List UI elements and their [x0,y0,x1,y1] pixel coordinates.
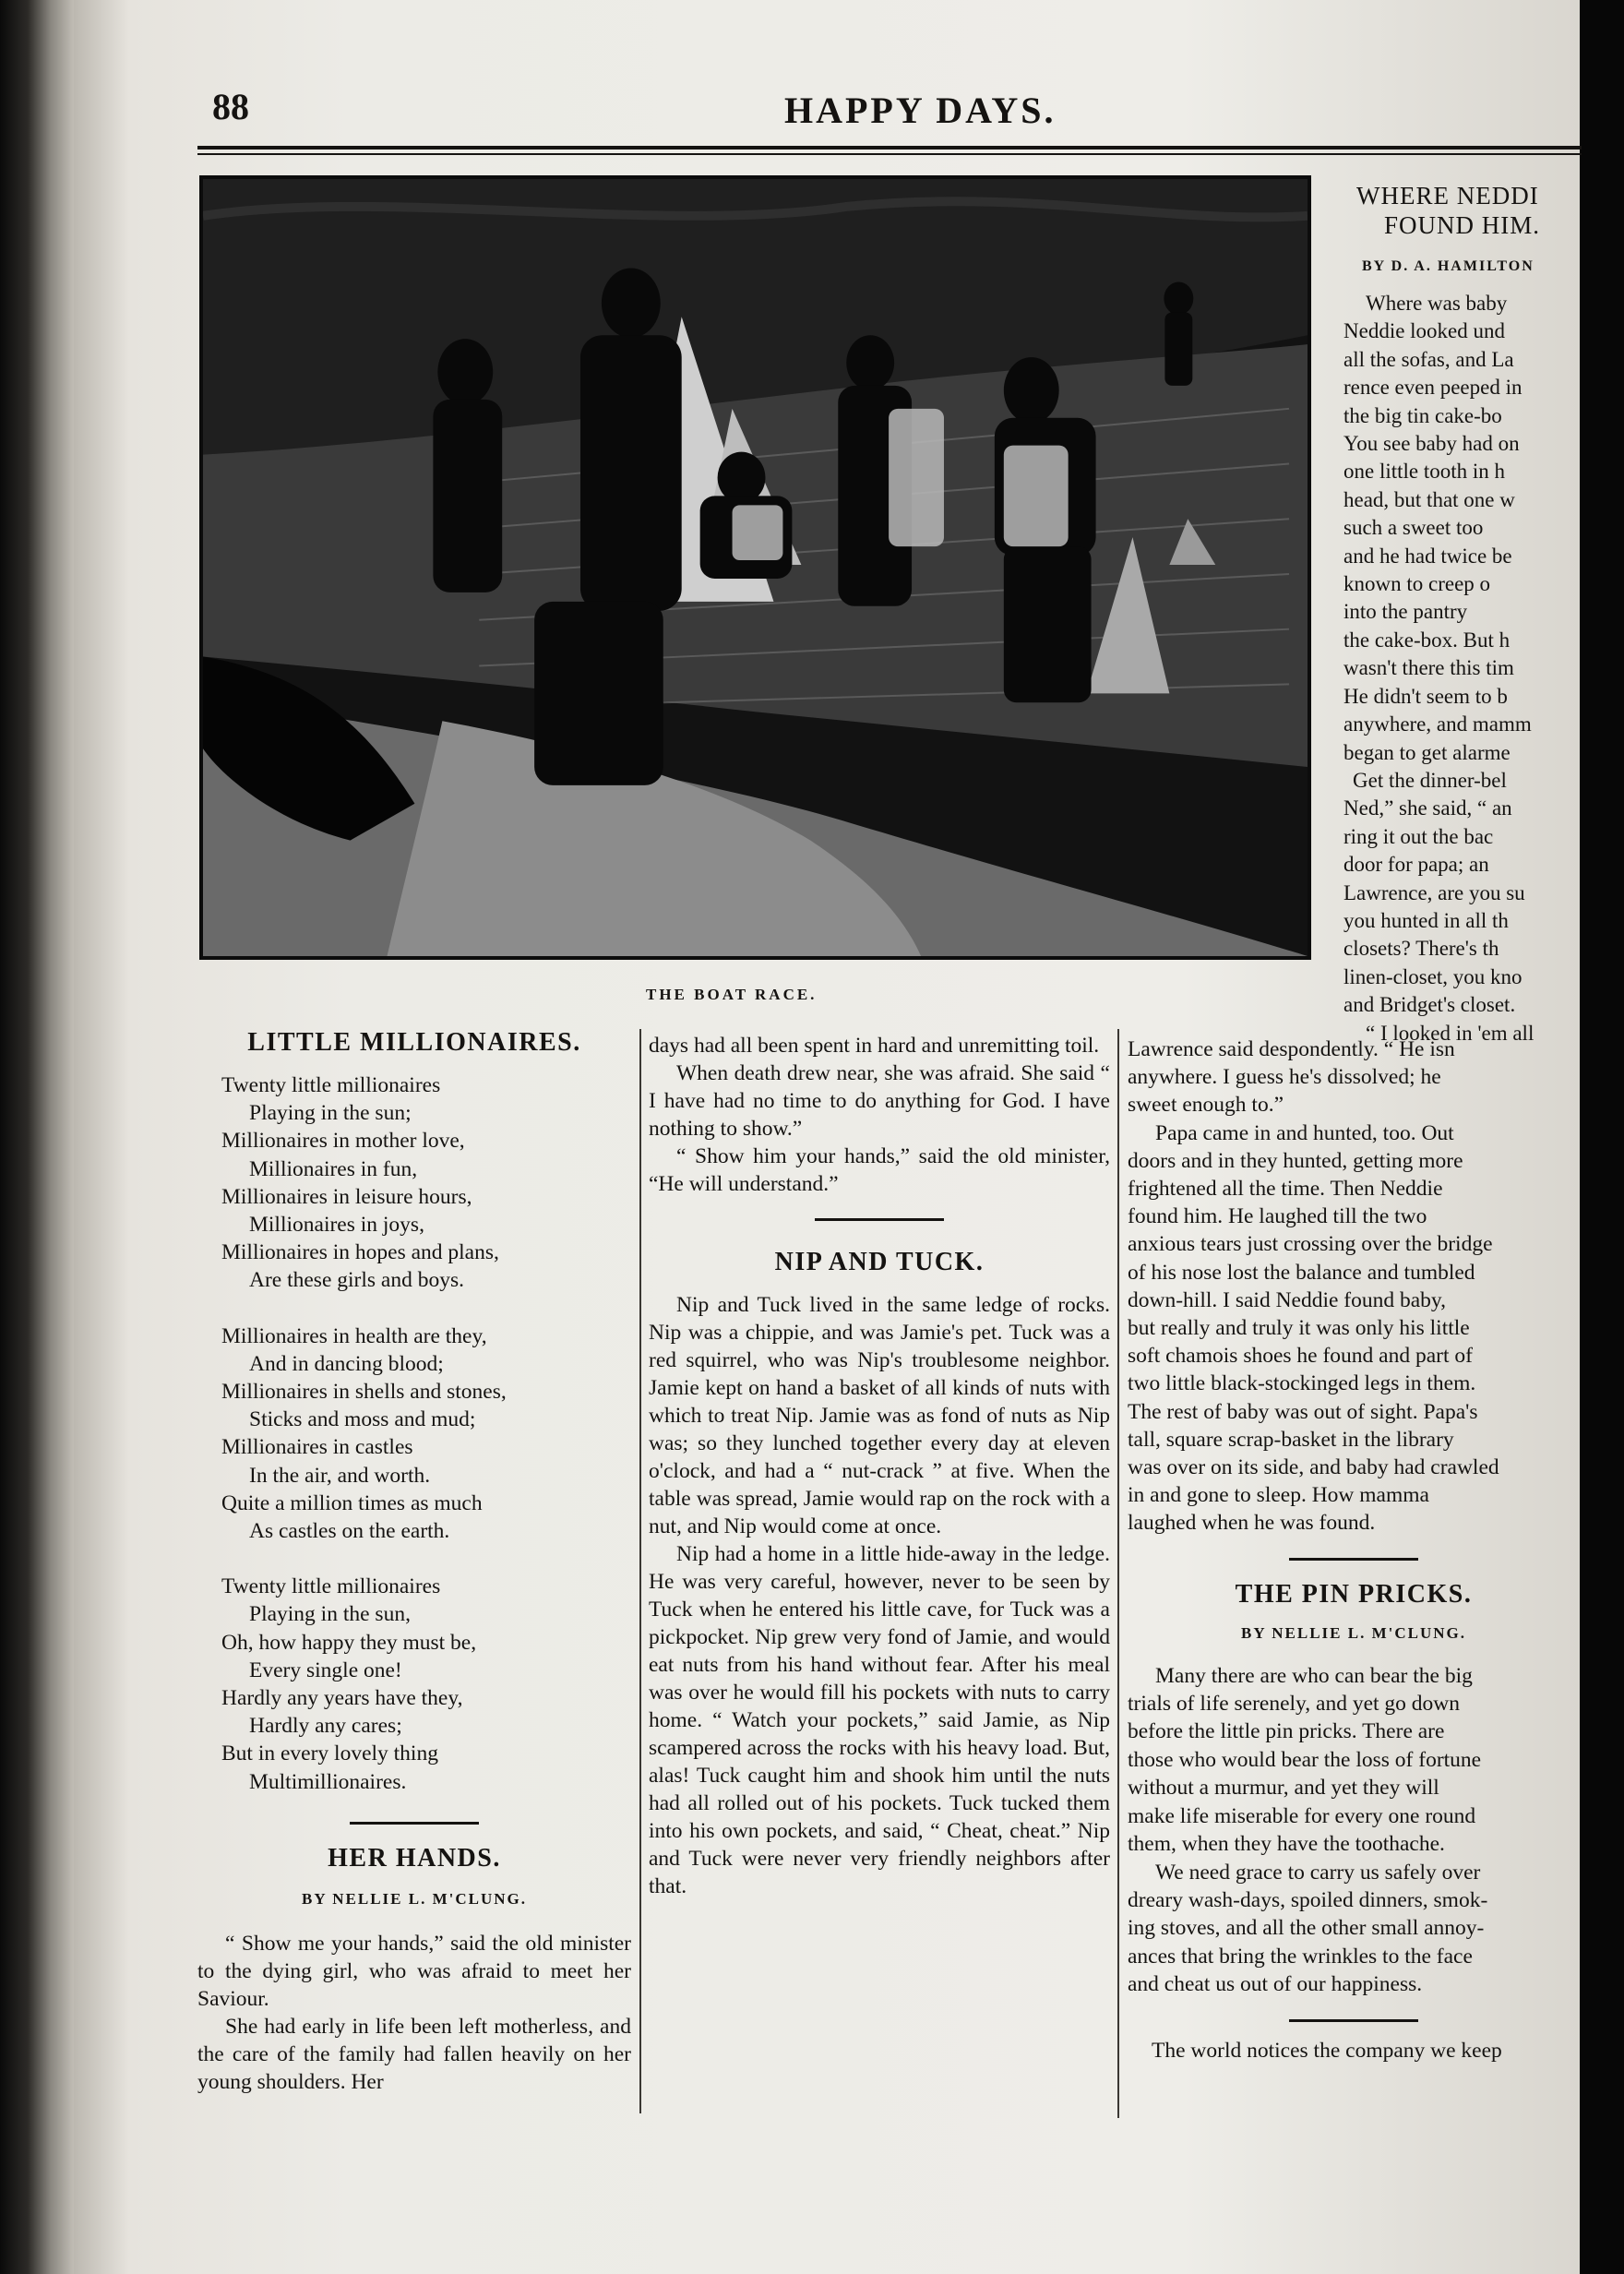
text-line: found him. He laughed till the two [1128,1204,1427,1229]
text-line: closets? There's th [1343,937,1499,961]
her-hands-paragraph: days had all been spent in hard and unremitting toil. [649,1034,1100,1058]
poem-line: Millionaires in joys, [249,1213,424,1238]
her-hands-paragraph: She had early in life been left motherless, and the care of the family had fallen heavily on her young shoulders. Her [197,2014,631,2094]
text-line: two little black-stockinged legs in them. [1128,1371,1476,1396]
text-line: The rest of baby was out of sight. Papa's [1128,1399,1478,1424]
text-line: was over on its side, and baby had crawled [1128,1455,1499,1480]
text-line: into the pantry [1343,600,1468,624]
poem-line: Millionaires in fun, [249,1156,418,1181]
text-line: wasn't there this tim [1343,656,1514,680]
poem-line: As castles on the earth. [249,1519,450,1544]
poem-line: Are these girls and boys. [249,1268,464,1293]
text-line: began to get alarme [1343,740,1511,764]
poem-line: Millionaires in health are they, [221,1323,487,1348]
poem-line: Multimillionaires. [249,1769,407,1794]
nip-and-tuck-paragraph: Nip and Tuck lived in the same ledge of rocks. Nip was a chippie, and was Jamie's pet. Tuck was a red squirrel, who was Nip's troublesome neighbor. Jamie kept on hand a basket of all kinds of nuts with which to treat Nip. Jamie was as fond of nuts as Nip was; so they lunched together every day at eleven o'clock, and had a “ nut-crack ” at five. When the table was spread, Jamie would rap on the rock with a nut, and Nip would come at once. [649,1293,1110,1538]
text-line: anywhere, and mamm [1343,712,1532,736]
poem-line: Millionaires in leisure hours, [221,1184,472,1209]
text-line: them, when they have the toothache. [1128,1832,1445,1857]
pin-pricks-byline: BY NELLIE L. M'CLUNG. [1241,1623,1466,1642]
text-line: one little tooth in h [1343,460,1506,484]
text-line: the cake-box. But h [1343,628,1511,652]
poem-line: And in dancing blood; [249,1351,444,1376]
stanza-break [221,1545,631,1573]
column-rule [1117,1029,1119,2118]
illustration-caption: THE BOAT RACE. [646,986,818,1003]
text-line: of his nose lost the balance and tumbled [1128,1260,1475,1285]
text-line: Papa came in and hunted, too. Out [1155,1120,1454,1145]
text-line: Get the dinner-bel [1353,768,1507,792]
poem-line: Millionaires in shells and stones, [221,1380,507,1405]
text-line: before the little pin pricks. There are [1128,1719,1445,1744]
poem-line: Every single one! [249,1658,402,1682]
text-line: You see baby had on [1343,432,1520,456]
where-neddie-text [1343,290,1580,1047]
column-rule [639,1029,641,2113]
little-millionaires-title: LITTLE MILLIONAIRES. [247,1028,581,1057]
closing-line: The world notices the company we keep [1152,2038,1502,2063]
text-line: make life miserable for every one round [1128,1803,1476,1828]
text-line: Many there are who can bear the big [1155,1663,1473,1688]
running-head: HAPPY DAYS. [784,90,1057,131]
stanza-break [221,1295,631,1323]
poem-line: Oh, how happy they must be, [221,1630,477,1655]
header-rule-thin [197,153,1582,155]
section-separator [1289,1558,1418,1561]
text-line: without a murmur, and yet they will [1128,1776,1439,1801]
text-line: head, but that one w [1343,487,1515,511]
text-line: dreary wash-days, spoiled dinners, smok- [1128,1887,1488,1912]
text-line: Ned,” she said, “ an [1343,796,1512,820]
text-line: and he had twice be [1343,544,1512,568]
text-line: down-hill. I said Neddie found baby, [1128,1287,1447,1312]
text-line: doors and in they hunted, getting more [1128,1148,1463,1173]
where-neddie-title: FOUND HIM. [1384,211,1541,239]
her-hands-byline: BY NELLIE L. M'CLUNG. [302,1889,527,1908]
her-hands-paragraph: “ Show me your hands,” said the old minister to the dying girl, who was afraid to meet her Saviour. [197,1931,631,2011]
engraving-art [203,179,1308,956]
text-line: Where was baby [1366,292,1508,315]
text-line: rence even peeped in [1343,376,1522,400]
poem-line: Playing in the sun, [249,1602,411,1627]
poem-line: Hardly any years have they, [221,1686,463,1711]
text-line: frightened all the time. Then Neddie [1128,1177,1443,1202]
poem-line: In the air, and worth. [249,1463,431,1488]
text-line: such a sweet too [1343,516,1484,540]
text-line: known to creep o [1343,572,1491,596]
pin-pricks-text [1128,1662,1580,1999]
text-line: anxious tears just crossing over the bridge [1128,1232,1493,1257]
text-line: He didn't seem to b [1343,684,1508,708]
where-neddie-wide [1128,1035,1580,2065]
text-line: you hunted in all th [1343,908,1509,932]
text-line: Neddie looked und [1343,319,1506,343]
text-line: Lawrence said despondently. “ He isn [1128,1037,1455,1061]
poem-line: Hardly any cares; [249,1714,402,1739]
her-hands-title: HER HANDS. [328,1843,501,1873]
column-2 [649,1032,1110,1900]
section-separator [815,1218,944,1221]
text-line: tall, square scrap-basket in the library [1128,1427,1454,1452]
text-line: We need grace to carry us safely over [1155,1860,1481,1885]
header-rule [197,146,1582,150]
text-line: linen-closet, you kno [1343,964,1522,988]
nip-and-tuck-title: NIP AND TUCK. [774,1248,985,1276]
text-line: ances that bring the wrinkles to the face [1128,1944,1473,1969]
text-line: but really and truly it was only his little [1128,1316,1470,1341]
nip-and-tuck-paragraph: Nip had a home in a little hide-away in the ledge. He was very careful, however, never to be seen by Tuck when he entered his little cave, for Tuck was a pickpocket. Nip grew very fond of Jamie, and would eat nuts from his hand without fear. After his meal was over he would fill his pockets with nuts to carry home. “ Watch your pockets,” said Jamie, as Nip scampered across the rocks with his heavy load. But, alas! Tuck caught him and shook him until the nuts had all rolled out of his pockets. Tuck tucked them into his own pockets, and said, “ Cheat, cheat.” Nip and Tuck were never very friendly neighbors after that. [649,1542,1110,1898]
poem-line: Sticks and moss and mud; [249,1407,476,1432]
section-separator [350,1822,479,1825]
poem-line: But in every lovely thing [221,1741,438,1766]
text-line: in and gone to sleep. How mamma [1128,1483,1429,1508]
text-line: all the sofas, and La [1343,347,1514,371]
text-line: anywhere. I guess he's dissolved; he [1128,1065,1441,1090]
poem-line: Playing in the sun; [249,1101,412,1126]
poem-line: Twenty little millionaires [221,1574,441,1599]
poem-line: Twenty little millionaires [221,1073,441,1097]
where-neddie-title: WHERE NEDDI [1356,182,1539,209]
column-1 [197,1029,631,2096]
page-number: 88 [212,86,249,127]
pin-pricks-title: THE PIN PRICKS. [1235,1579,1473,1609]
poem-line: Quite a million times as much [221,1490,483,1515]
poem-line: Millionaires in mother love, [221,1129,465,1154]
text-line: door for papa; an [1343,853,1489,877]
text-line: Lawrence, are you su [1343,880,1525,904]
her-hands-paragraph: “ Show him your hands,” said the old minister, “He will understand.” [649,1144,1110,1196]
text-line: ing stoves, and all the other small annoy- [1128,1916,1485,1941]
text-line: laughed when he was found. [1128,1511,1376,1536]
boat-race-engraving [199,175,1311,960]
text-line: “ I looked in 'em all [1366,1021,1534,1045]
poem-line: Millionaires in hopes and plans, [221,1240,499,1265]
text-line: and Bridget's closet. [1343,993,1516,1017]
text-line: those who would bear the loss of fortune [1128,1747,1482,1772]
where-neddie-byline: BY D. A. HAMILTON [1362,258,1534,274]
text-line: sweet enough to.” [1128,1093,1284,1118]
her-hands-paragraph: When death drew near, she was afraid. She said “ I have had no time to do anything for God. I have nothing to show.” [649,1061,1110,1141]
text-line: the big tin cake-bo [1343,403,1502,427]
text-line: and cheat us out of our happiness. [1128,1972,1423,1997]
text-line: soft chamois shoes he found and part of [1128,1344,1473,1369]
text-line: trials of life serenely, and yet go down [1128,1692,1461,1717]
poem-line: Millionaires in castles [221,1435,413,1460]
section-separator [1289,2019,1418,2022]
text-line: ring it out the bac [1343,824,1494,848]
little-millionaires-poem [197,1071,631,1796]
where-neddie-narrow [1343,181,1580,1047]
